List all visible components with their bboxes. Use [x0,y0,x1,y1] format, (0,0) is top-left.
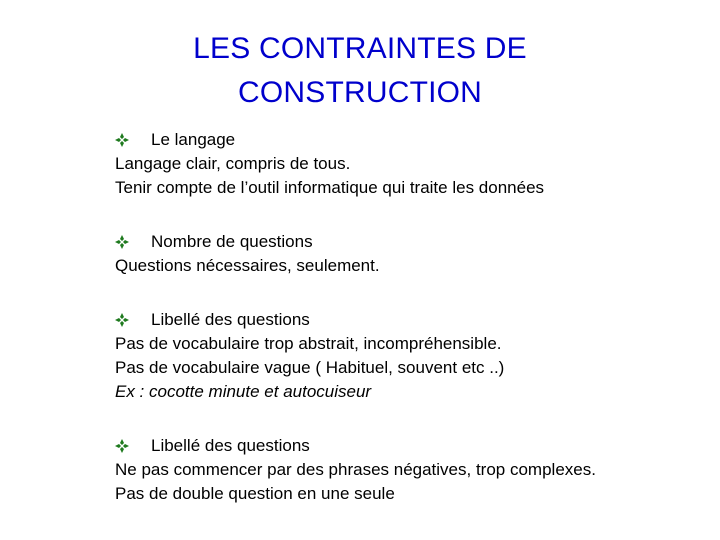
diamond-bullet-icon [115,235,129,249]
section-libelle-questions-2 [115,434,705,506]
section-line: Pas de vocabulaire vague ( Habituel, souvent etc ..) [115,358,505,377]
section-heading: Libellé des questions [151,436,310,455]
section-heading: Nombre de questions [151,232,313,251]
section-langage [115,128,705,200]
section-heading: Le langage [151,130,236,149]
diamond-bullet-icon [115,313,129,327]
section-line: Questions nécessaires, seulement. [115,256,380,275]
section-heading-row [115,230,705,254]
slide-title-line-2: CONSTRUCTION [237,76,483,109]
slide-title [0,27,720,115]
example-line: Ex : cocotte minute et autocuiseur [115,382,372,401]
section-nombre-questions [115,230,705,278]
section-line: Ne pas commencer par des phrases négatives, trop complexes. [115,460,596,479]
section-line: Tenir compte de l’outil informatique qui traite les données [115,178,545,197]
section-libelle-questions-1 [115,308,705,404]
diamond-bullet-icon [115,133,129,147]
section-line: Langage clair, compris de tous. [115,154,351,173]
slide-title-line-1: LES CONTRAINTES DE [193,32,527,65]
section-line: Pas de vocabulaire trop abstrait, incompréhensible. [115,334,502,353]
section-heading-row [115,128,705,152]
section-heading-row [115,308,705,332]
section-heading-row [115,434,705,458]
section-line: Pas de double question en une seule [115,484,395,503]
diamond-bullet-icon [115,439,129,453]
section-heading: Libellé des questions [151,310,310,329]
slide-content [115,128,705,506]
